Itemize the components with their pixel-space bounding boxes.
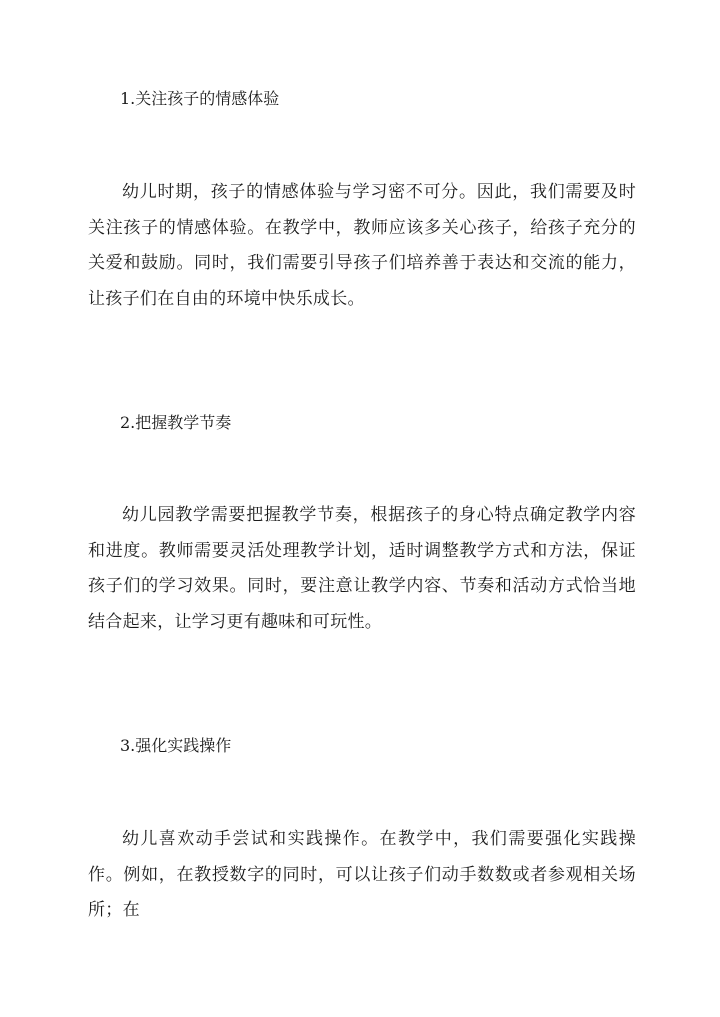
section-paragraph-1: 幼儿时期，孩子的情感体验与学习密不可分。因此，我们需要及时关注孩子的情感体验。在教学中，教师应该多关心孩子，给孩子充分的关爱和鼓励。同时，我们需要引导孩子们培养善于表达和交流的能力，让孩子们在自由的环境中快乐成长。	[88, 182, 636, 309]
section-paragraph-2: 幼儿园教学需要把握教学节奏，根据孩子的身心特点确定教学内容和进度。教师需要灵活处理教学计划，适时调整教学方式和方法，保证孩子们的学习效果。同时，要注意让教学内容、节奏和活动方式恰当地结合起来，让学习更有趣味和可玩性。	[88, 505, 636, 632]
section-heading-2: 2.把握教学节奏	[120, 413, 232, 432]
section-paragraph-3: 幼儿喜欢动手尝试和实践操作。在教学中，我们需要强化实践操作。例如，在教授数字的同时，可以让孩子们动手数数或者参观相关场所；在	[88, 829, 636, 920]
section-heading-1: 1.关注孩子的情感体验	[120, 89, 280, 108]
section-heading-3: 3.强化实践操作	[120, 736, 232, 755]
